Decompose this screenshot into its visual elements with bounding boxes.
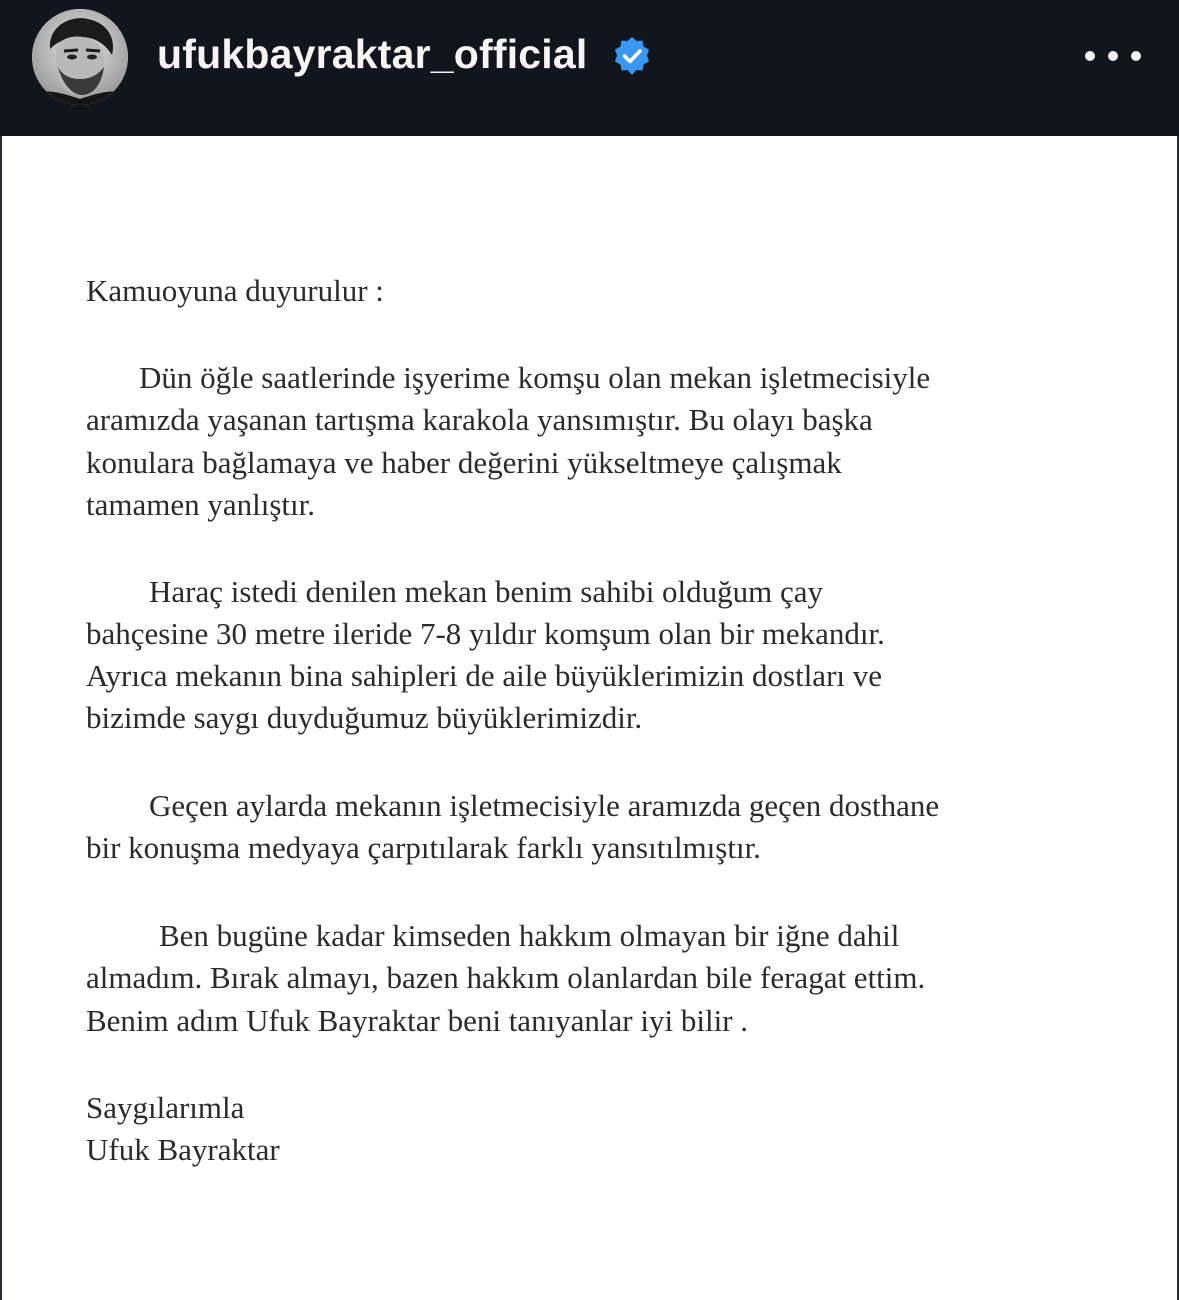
paragraph2-line3: Ayrıca mekanın bina sahipleri de aile büyüklerimizin dostları ve xyxy=(86,658,883,693)
avatar-photo xyxy=(32,9,128,105)
username[interactable]: ufukbayraktar_official xyxy=(157,31,588,77)
verified-badge-icon xyxy=(612,36,652,76)
paragraph2-line4: bizimde saygı duyduğumuz büyüklerimizdir. xyxy=(86,700,643,735)
greeting: Kamuoyuna duyurulur : xyxy=(86,273,384,308)
document-body xyxy=(2,136,1177,1300)
dot xyxy=(1108,51,1118,61)
paragraph4-line1: Ben bugüne kadar kimseden hakkım olmayan bir iğne dahil xyxy=(159,918,900,953)
paragraph2-line2: bahçesine 30 metre ileride 7-8 yıldır komşum olan bir mekandır. xyxy=(86,616,885,651)
paragraph1-line4: tamamen yanlıştır. xyxy=(86,487,316,522)
paragraph4-line3: Benim adım Ufuk Bayraktar beni tanıyanlar iyi bilir . xyxy=(86,1003,749,1038)
dot xyxy=(1131,51,1141,61)
paragraph1-line3: konulara bağlamaya ve haber değerini yükseltmeye çalışmak xyxy=(86,445,842,480)
paragraph1-line2: aramızda yaşanan tartışma karakola yansımıştır. Bu olayı başka xyxy=(86,402,873,437)
more-options-icon[interactable] xyxy=(1085,38,1141,74)
paragraph4-line2: almadım. Bırak almayı, bazen hakkım olanlardan bile feragat ettim. xyxy=(86,960,926,995)
avatar[interactable] xyxy=(32,9,128,105)
paragraph2-line1: Haraç istedi denilen mekan benim sahibi olduğum çay xyxy=(149,574,824,609)
paragraph1-line1: Dün öğle saatlerinde işyerime komşu olan mekan işletmecisiyle xyxy=(139,360,931,395)
paragraph3-line1: Geçen aylarda mekanın işletmecisiyle aramızda geçen dosthane xyxy=(149,788,940,823)
announcement-document xyxy=(0,136,1179,1300)
paragraph3-line2: bir konuşma medyaya çarpıtılarak farklı yansıtılmıştır. xyxy=(86,830,761,865)
post-header xyxy=(0,0,1179,136)
closing: Saygılarımla xyxy=(86,1090,245,1125)
dot xyxy=(1085,51,1095,61)
signature: Ufuk Bayraktar xyxy=(86,1132,280,1167)
